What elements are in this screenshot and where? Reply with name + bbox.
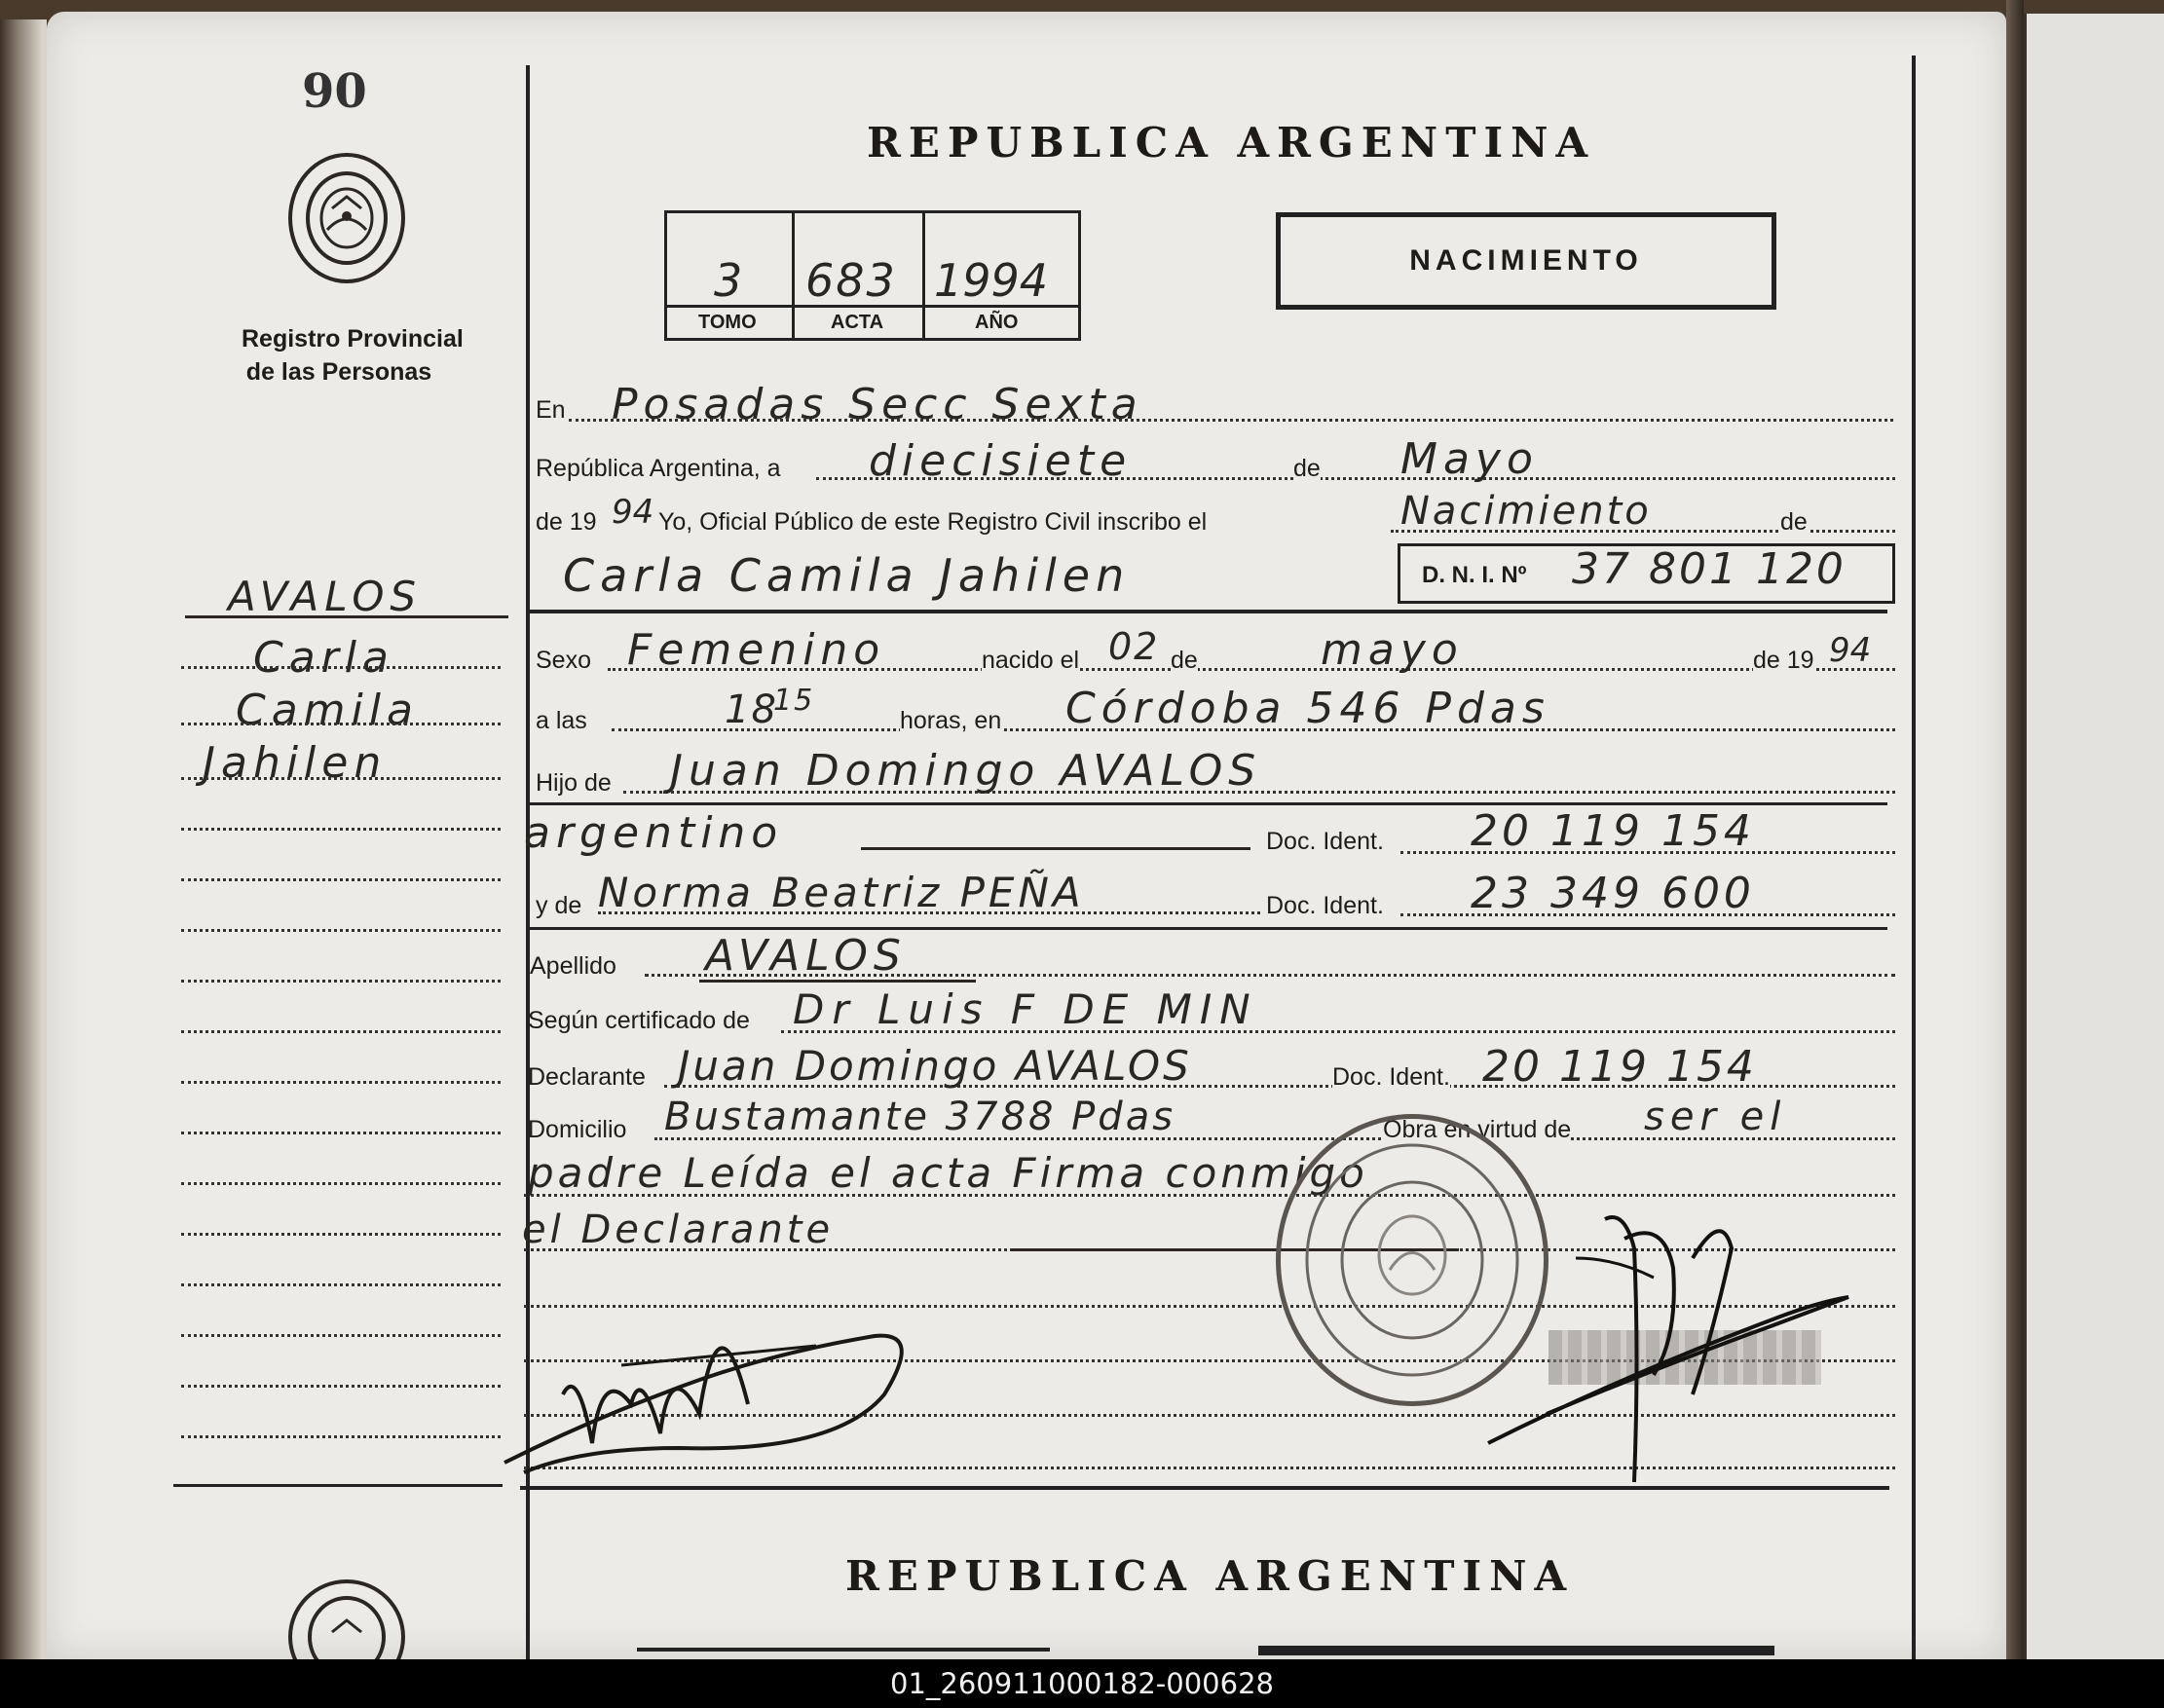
certificate-value: Dr Luis F DE MIN <box>793 985 1258 1033</box>
year-prefix-label: de 19 <box>536 508 597 536</box>
father-doc-label: Doc. Ident. <box>1266 828 1384 855</box>
page-number: 90 <box>302 64 367 119</box>
birth-year-suffix: 94 <box>1829 631 1872 670</box>
mother-doc-value: 23 349 600 <box>1471 869 1755 918</box>
reason-value: ser el <box>1644 1095 1787 1139</box>
image-identifier: 01_260911000182-000628 <box>0 1659 2164 1708</box>
birth-time-value: 18 <box>725 687 778 732</box>
sexo-label: Sexo <box>536 647 591 674</box>
birth-time-minutes: 15 <box>773 684 815 718</box>
father-doc-value: 20 119 154 <box>1471 806 1755 856</box>
alas-label: a las <box>536 707 587 734</box>
acta-label: ACTA <box>831 312 884 333</box>
margin-name-1: Carla <box>253 633 394 683</box>
birth-day-value: 02 <box>1108 625 1160 668</box>
de-label-3: de <box>1171 647 1198 674</box>
declarant-doc-label: Doc. Ident. <box>1332 1063 1450 1091</box>
register-page <box>47 12 2006 1659</box>
event-value: Nacimiento <box>1400 489 1652 534</box>
adjacent-page <box>2024 14 2164 1659</box>
acta-value: 683 <box>805 254 897 307</box>
ano-label: AÑO <box>975 312 1019 333</box>
domicilio-label: Domicilio <box>528 1116 627 1143</box>
officer-signature-icon <box>1469 1180 1897 1502</box>
birth-month-value: mayo <box>1321 625 1464 675</box>
registry-line-2: de las Personas <box>245 358 432 386</box>
en-label: En <box>536 396 566 424</box>
dni-box <box>1398 543 1895 604</box>
child-name-value: Carla Camila Jahilen <box>563 549 1131 602</box>
segun-label: Según certificado de <box>528 1007 750 1034</box>
father-nationality-value: argentino <box>524 808 784 858</box>
mother-doc-label: Doc. Ident. <box>1266 892 1384 919</box>
margin-name-3: Jahilen <box>203 738 388 788</box>
continuation-line-b: el Declarante <box>522 1207 835 1252</box>
hijo-label: Hijo de <box>536 769 612 797</box>
registry-line-1: Registro Provincial <box>242 325 464 353</box>
day-value: diecisiete <box>869 436 1133 486</box>
record-type-box <box>1276 212 1776 310</box>
declarant-value: Juan Domingo AVALOS <box>678 1042 1192 1090</box>
officer-text: Yo, Oficial Público de este Registro Civil inscribo el <box>658 508 1208 536</box>
sex-value: Femenino <box>627 625 886 675</box>
republica-label: República Argentina, a <box>536 455 781 482</box>
margin-name-2: Camila <box>236 686 419 735</box>
next-header-title: REPUBLICA ARGENTINA <box>845 1552 1575 1600</box>
year-suffix-value: 94 <box>612 493 654 532</box>
de19-label: de 19 <box>1753 647 1814 674</box>
yde-label: y de <box>536 892 582 919</box>
surname-value: AVALOS <box>705 931 907 981</box>
de-label-2: de <box>1780 508 1808 536</box>
record-box <box>664 210 1081 341</box>
declarante-label: Declarante <box>528 1063 646 1091</box>
birth-place-value: Córdoba 546 Pdas <box>1065 684 1550 733</box>
de-label: de <box>1293 455 1321 482</box>
declarant-doc-value: 20 119 154 <box>1482 1042 1757 1092</box>
mother-value: Norma Beatriz PEÑA <box>598 869 1085 916</box>
place-value: Posadas Secc Sexta <box>612 380 1143 429</box>
margin-surname: AVALOS <box>228 573 423 620</box>
declarant-signature-icon <box>466 1248 1011 1502</box>
father-value: Juan Domingo AVALOS <box>670 746 1262 796</box>
address-value: Bustamante 3788 Pdas <box>664 1095 1176 1139</box>
apellido-label: Apellido <box>530 952 616 980</box>
ano-value: 1994 <box>934 254 1049 307</box>
record-type-label: NACIMIENTO <box>1409 244 1643 277</box>
dni-value: 37 801 120 <box>1572 544 1847 594</box>
book-edge <box>0 19 47 1665</box>
continuation-line-a: padre Leída el acta Firma conmigo <box>528 1149 1368 1197</box>
tomo-value: 3 <box>714 254 749 307</box>
horas-label: horas, en <box>900 707 1002 734</box>
dni-label: D. N. I. Nº <box>1422 562 1527 588</box>
right-border <box>1912 56 1916 1659</box>
book-gutter <box>2006 0 2024 1659</box>
header-title: REPUBLICA ARGENTINA <box>867 119 1596 167</box>
tomo-label: TOMO <box>698 312 757 333</box>
month-value: Mayo <box>1400 434 1539 484</box>
nacido-label: nacido el <box>982 647 1080 674</box>
obra-label: Obra en virtud de <box>1383 1116 1572 1143</box>
province-seal-icon <box>288 153 405 283</box>
